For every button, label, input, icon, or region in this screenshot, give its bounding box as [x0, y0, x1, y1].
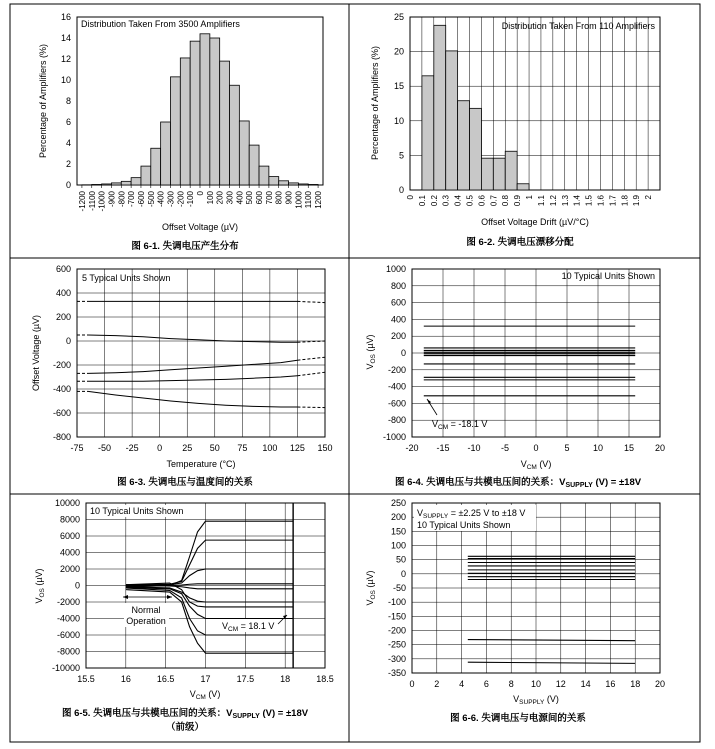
y-tick-label: 600	[55, 264, 71, 274]
x-tick-label: 2	[434, 679, 440, 689]
x-tick-label: 0	[406, 195, 415, 200]
y-tick-label: 1000	[385, 264, 406, 274]
annotation: 5 Typical Units Shown	[82, 273, 171, 283]
y-tick-label: 16	[60, 12, 71, 22]
y-axis-label: $V_{OS}$ (µV)	[34, 568, 46, 604]
y-tick-label: 6	[65, 117, 71, 127]
y-tick-label: 0	[400, 348, 406, 358]
x-ticks	[409, 679, 665, 689]
x-tick-label: 10	[530, 679, 542, 689]
x-axis-label: Offset Voltage Drift (µV/°C)	[481, 217, 589, 227]
y-tick-label: 2000	[59, 564, 80, 574]
x-tick-label: 700	[264, 191, 274, 205]
x-tick-label: 1100	[304, 191, 314, 209]
y-tick-label: 4	[65, 138, 71, 148]
x-tick-label: 1200	[314, 191, 324, 209]
y-ticks	[53, 264, 71, 442]
y-tick-label: -4000	[56, 613, 80, 624]
x-tick-label: -5	[500, 443, 510, 453]
x-tick-label: 1.9	[632, 195, 642, 207]
x-tick-label: 2	[644, 195, 654, 200]
histogram-bar	[210, 38, 220, 185]
x-tick-label: 4	[459, 679, 465, 689]
x-tick-label: -1200	[77, 191, 87, 212]
y-tick-label: 0	[398, 185, 404, 195]
x-tick-label: -900	[107, 191, 117, 208]
x-tick-label: 0.6	[477, 195, 487, 207]
annotation: $V_{SUPPLY} = \pm 2.25$ V to ±18 V	[417, 508, 526, 520]
x-tick-label: 0	[196, 191, 205, 196]
x-tick-label: 0	[533, 443, 539, 453]
histogram-bar	[200, 34, 210, 185]
y-ticks	[383, 264, 406, 442]
x-tick-label: 18	[630, 679, 641, 689]
x-tick-label: 1.7	[608, 195, 618, 207]
histogram-bar	[111, 183, 121, 185]
x-tick-label: -15	[436, 443, 450, 453]
y-tick-label: 12	[60, 54, 71, 64]
x-axis-label: Temperature (°C)	[166, 459, 236, 469]
y-tick-label: 10	[60, 75, 71, 85]
histogram-bar	[230, 85, 240, 185]
x-tick-label: 900	[284, 191, 294, 205]
y-tick-label: -6000	[56, 630, 80, 640]
x-tick-label: 15	[623, 443, 635, 453]
histogram-bar	[102, 184, 112, 185]
x-tick-label: 500	[245, 191, 255, 205]
histogram-bar	[422, 76, 434, 190]
x-tick-label: 6	[483, 679, 489, 689]
histogram-bar	[220, 61, 230, 185]
x-tick-label: 10	[592, 443, 604, 453]
chart-offset-vs-supply	[365, 498, 665, 724]
region-label-1: Normal	[131, 605, 161, 615]
histogram-bar	[308, 184, 318, 185]
caption: 图 6-5. 失调电压与共模电压间的关系：$V_{SUPPLY}$ (V) = ±18V	[61, 708, 309, 720]
y-tick-label: -600	[387, 398, 406, 409]
x-tick-label: 50	[209, 443, 220, 453]
y-tick-label: 600	[390, 297, 406, 308]
y-tick-label: 5	[398, 150, 404, 161]
y-tick-label: -400	[52, 384, 71, 394]
histogram-bar	[92, 184, 102, 185]
chart-offset-voltage-distribution	[38, 12, 323, 252]
chart-offset-drift-distribution	[370, 12, 660, 248]
y-axis-label: Percentage of Amplifiers (%)	[370, 45, 380, 161]
y-tick-label: 200	[390, 331, 406, 342]
marker-label: $V_{CM} = -18.1$ V	[432, 419, 488, 431]
histogram-bar	[259, 166, 269, 185]
x-tick-label: 600	[255, 191, 265, 205]
annotation: 10 Typical Units Shown	[90, 506, 184, 516]
annotation: Distribution Taken From 3500 Amplifiers	[81, 19, 240, 29]
caption: 图 6-2. 失调电压漂移分配	[466, 237, 574, 248]
y-tick-label: -8000	[56, 646, 80, 657]
y-tick-label: -2000	[56, 597, 80, 607]
y-ticks	[52, 498, 80, 673]
caption: 图 6-3. 失调电压与温度间的关系	[117, 477, 253, 488]
x-tick-label: 1000	[294, 191, 304, 209]
x-tick-label: 0.2	[429, 195, 439, 207]
x-tick-label: -25	[125, 443, 139, 453]
x-tick-label: -10	[467, 443, 481, 453]
x-tick-label: 18	[280, 674, 291, 684]
histogram-bar	[180, 58, 190, 185]
y-tick-label: 6000	[59, 531, 80, 541]
histogram-bar	[239, 121, 249, 185]
x-ticks	[78, 185, 323, 211]
histogram-bar	[470, 108, 482, 190]
x-tick-label: 1.5	[584, 195, 594, 207]
x-tick-label: 1.6	[596, 195, 606, 207]
y-axis-label: Offset Voltage (µV)	[31, 314, 41, 392]
region-label-2: Operation	[126, 616, 166, 626]
x-tick-label: 0.4	[453, 195, 463, 207]
x-tick-label: -1000	[97, 191, 107, 212]
x-tick-label: 25	[182, 443, 193, 453]
y-tick-label: -350	[387, 668, 406, 678]
x-ticks	[405, 443, 665, 453]
histogram-bar	[190, 41, 200, 185]
y-tick-label: 0	[74, 580, 80, 591]
y-tick-label: -400	[387, 381, 406, 392]
x-tick-label: -200	[176, 191, 186, 208]
y-tick-label: 200	[55, 312, 71, 322]
y-tick-label: 15	[393, 81, 404, 92]
x-axis-label: $V_{SUPPLY}$ (V)	[513, 694, 559, 706]
y-tick-label: 8000	[59, 514, 80, 525]
y-tick-label: -250	[387, 639, 406, 650]
marker-label: $V_{CM} = 18.1$ V	[222, 621, 275, 633]
y-tick-label: 150	[390, 526, 406, 537]
y-tick-label: -200	[52, 360, 71, 370]
x-tick-label: -100	[186, 191, 196, 208]
y-tick-label: 2	[65, 159, 71, 169]
histogram-bar	[141, 166, 151, 185]
x-axis-label: $V_{CM}$ (V)	[189, 689, 221, 701]
x-tick-label: 0.5	[465, 195, 475, 207]
histogram-bar	[458, 101, 470, 190]
y-tick-label: 0	[65, 336, 71, 346]
histogram-bar	[269, 177, 279, 185]
x-tick-label: 125	[289, 443, 305, 453]
x-tick-label: -600	[136, 191, 146, 208]
x-tick-label: 12	[555, 679, 566, 689]
annotation: 10 Typical Units Shown	[561, 271, 655, 281]
chart-offset-vs-temperature	[31, 264, 333, 488]
y-tick-label: -100	[387, 597, 406, 608]
y-tick-label: 10000	[54, 498, 80, 508]
x-tick-label: 0	[409, 679, 415, 689]
histogram-bar	[298, 184, 308, 185]
y-axis-label: $V_{OS}$ (µV)	[365, 570, 377, 606]
x-tick-label: -75	[70, 443, 84, 453]
y-tick-label: -300	[387, 653, 406, 664]
x-tick-label: 75	[237, 443, 248, 453]
x-ticks	[406, 194, 653, 206]
x-tick-label: 0.7	[489, 195, 499, 207]
x-tick-label: 150	[317, 443, 333, 453]
x-tick-label: 1.1	[536, 195, 546, 207]
x-tick-label: 200	[215, 191, 225, 205]
y-tick-label: -800	[387, 415, 406, 426]
x-tick-label: 16.5	[156, 674, 175, 684]
y-axis-label: Percentage of Amplifiers (%)	[38, 43, 48, 159]
x-tick-label: 15.5	[77, 674, 95, 684]
y-tick-label: 0	[400, 568, 406, 579]
histogram-bar	[161, 122, 171, 185]
x-tick-label: 5	[564, 443, 570, 453]
y-tick-label: -1000	[382, 432, 406, 442]
histogram-bar	[151, 148, 161, 185]
y-ticks	[394, 12, 404, 195]
x-tick-label: 300	[225, 191, 235, 205]
x-tick-label: 17.5	[236, 674, 255, 684]
histogram-bar	[131, 178, 141, 185]
histogram-bar	[493, 158, 505, 190]
y-tick-label: 0	[65, 180, 71, 190]
plot-area	[77, 269, 325, 437]
x-tick-label: 1.8	[620, 195, 630, 207]
x-ticks	[70, 443, 332, 453]
y-tick-label: -50	[392, 583, 406, 593]
x-tick-label: 1.4	[572, 195, 582, 207]
x-tick-label: 1.2	[548, 195, 558, 207]
y-tick-label: 800	[390, 280, 406, 291]
chart-offset-vs-vcm-front	[34, 498, 334, 733]
y-ticks	[61, 12, 71, 190]
y-tick-label: -200	[387, 625, 406, 636]
x-ticks	[77, 674, 334, 684]
x-tick-label: -700	[127, 191, 137, 208]
x-tick-label: 8	[508, 679, 514, 689]
annotation: Distribution Taken From 110 Amplifiers	[501, 21, 655, 31]
histogram-bar	[446, 51, 458, 190]
x-tick-label: 100	[205, 191, 215, 205]
x-tick-label: -500	[146, 191, 156, 208]
y-ticks	[388, 498, 406, 678]
x-tick-label: 14	[580, 679, 591, 689]
x-axis-label: $V_{CM}$ (V)	[520, 459, 552, 471]
x-axis-label: Offset Voltage (µV)	[161, 222, 239, 232]
y-tick-label: 25	[393, 12, 404, 22]
y-tick-label: 10	[393, 115, 404, 126]
x-tick-label: 18.5	[316, 674, 334, 684]
x-tick-label: 1	[525, 195, 535, 200]
y-tick-label: -150	[387, 611, 406, 622]
histogram-bar	[249, 145, 259, 185]
annotation-2: 10 Typical Units Shown	[417, 520, 511, 530]
y-tick-label: 14	[60, 33, 71, 43]
y-tick-label: 4000	[59, 547, 80, 558]
y-tick-label: -10000	[51, 663, 80, 673]
x-tick-label: -50	[98, 443, 112, 453]
y-axis-label: $V_{OS}$ (µV)	[365, 334, 377, 370]
x-tick-label: 0.9	[513, 195, 523, 207]
caption: 图 6-1. 失调电压产生分布	[131, 241, 239, 252]
y-tick-label: -800	[52, 432, 71, 442]
x-tick-label: -1100	[87, 191, 97, 211]
x-tick-label: 100	[262, 443, 278, 453]
histogram-bar	[517, 184, 529, 190]
histogram-bar	[279, 181, 289, 185]
y-tick-label: 100	[390, 540, 406, 551]
x-tick-label: 0	[157, 443, 163, 453]
caption-line2: （前级）	[165, 722, 205, 733]
y-tick-label: 400	[390, 314, 406, 325]
histogram-bar	[434, 25, 446, 190]
chart-offset-vs-vcm	[365, 264, 665, 489]
y-tick-label: 400	[55, 288, 71, 298]
caption: 图 6-4. 失调电压与共模电压间的关系：$V_{SUPPLY}$ (V) = ±18V	[394, 477, 642, 489]
histogram-bar	[505, 151, 517, 190]
y-tick-label: 250	[390, 498, 406, 508]
x-tick-label: 0.3	[441, 195, 451, 207]
histogram-bar	[481, 158, 493, 190]
x-tick-label: 0.1	[417, 195, 427, 207]
x-tick-label: -20	[405, 443, 419, 453]
histogram-bar	[289, 183, 299, 185]
histogram-bar	[170, 77, 180, 185]
x-tick-label: 20	[654, 443, 666, 453]
histogram-bar	[121, 181, 131, 185]
x-tick-label: -800	[117, 191, 127, 208]
x-tick-label: -300	[166, 191, 176, 208]
x-tick-label: 400	[235, 191, 245, 205]
x-tick-label: 20	[654, 679, 666, 689]
x-tick-label: 17	[200, 674, 211, 684]
x-tick-label: 16	[605, 679, 616, 689]
x-tick-label: 800	[274, 191, 284, 205]
y-tick-label: 8	[65, 96, 71, 106]
y-tick-label: -200	[387, 364, 406, 375]
y-tick-label: 50	[395, 554, 406, 565]
x-tick-label: -400	[156, 191, 166, 208]
caption: 图 6-6. 失调电压与电源间的关系	[450, 713, 586, 724]
x-tick-label: 0.8	[501, 195, 511, 207]
y-tick-label: -600	[52, 408, 71, 418]
y-tick-label: 200	[390, 512, 406, 523]
x-tick-label: 1.3	[560, 195, 570, 207]
x-tick-label: 16	[120, 674, 131, 684]
y-tick-label: 20	[393, 46, 404, 57]
